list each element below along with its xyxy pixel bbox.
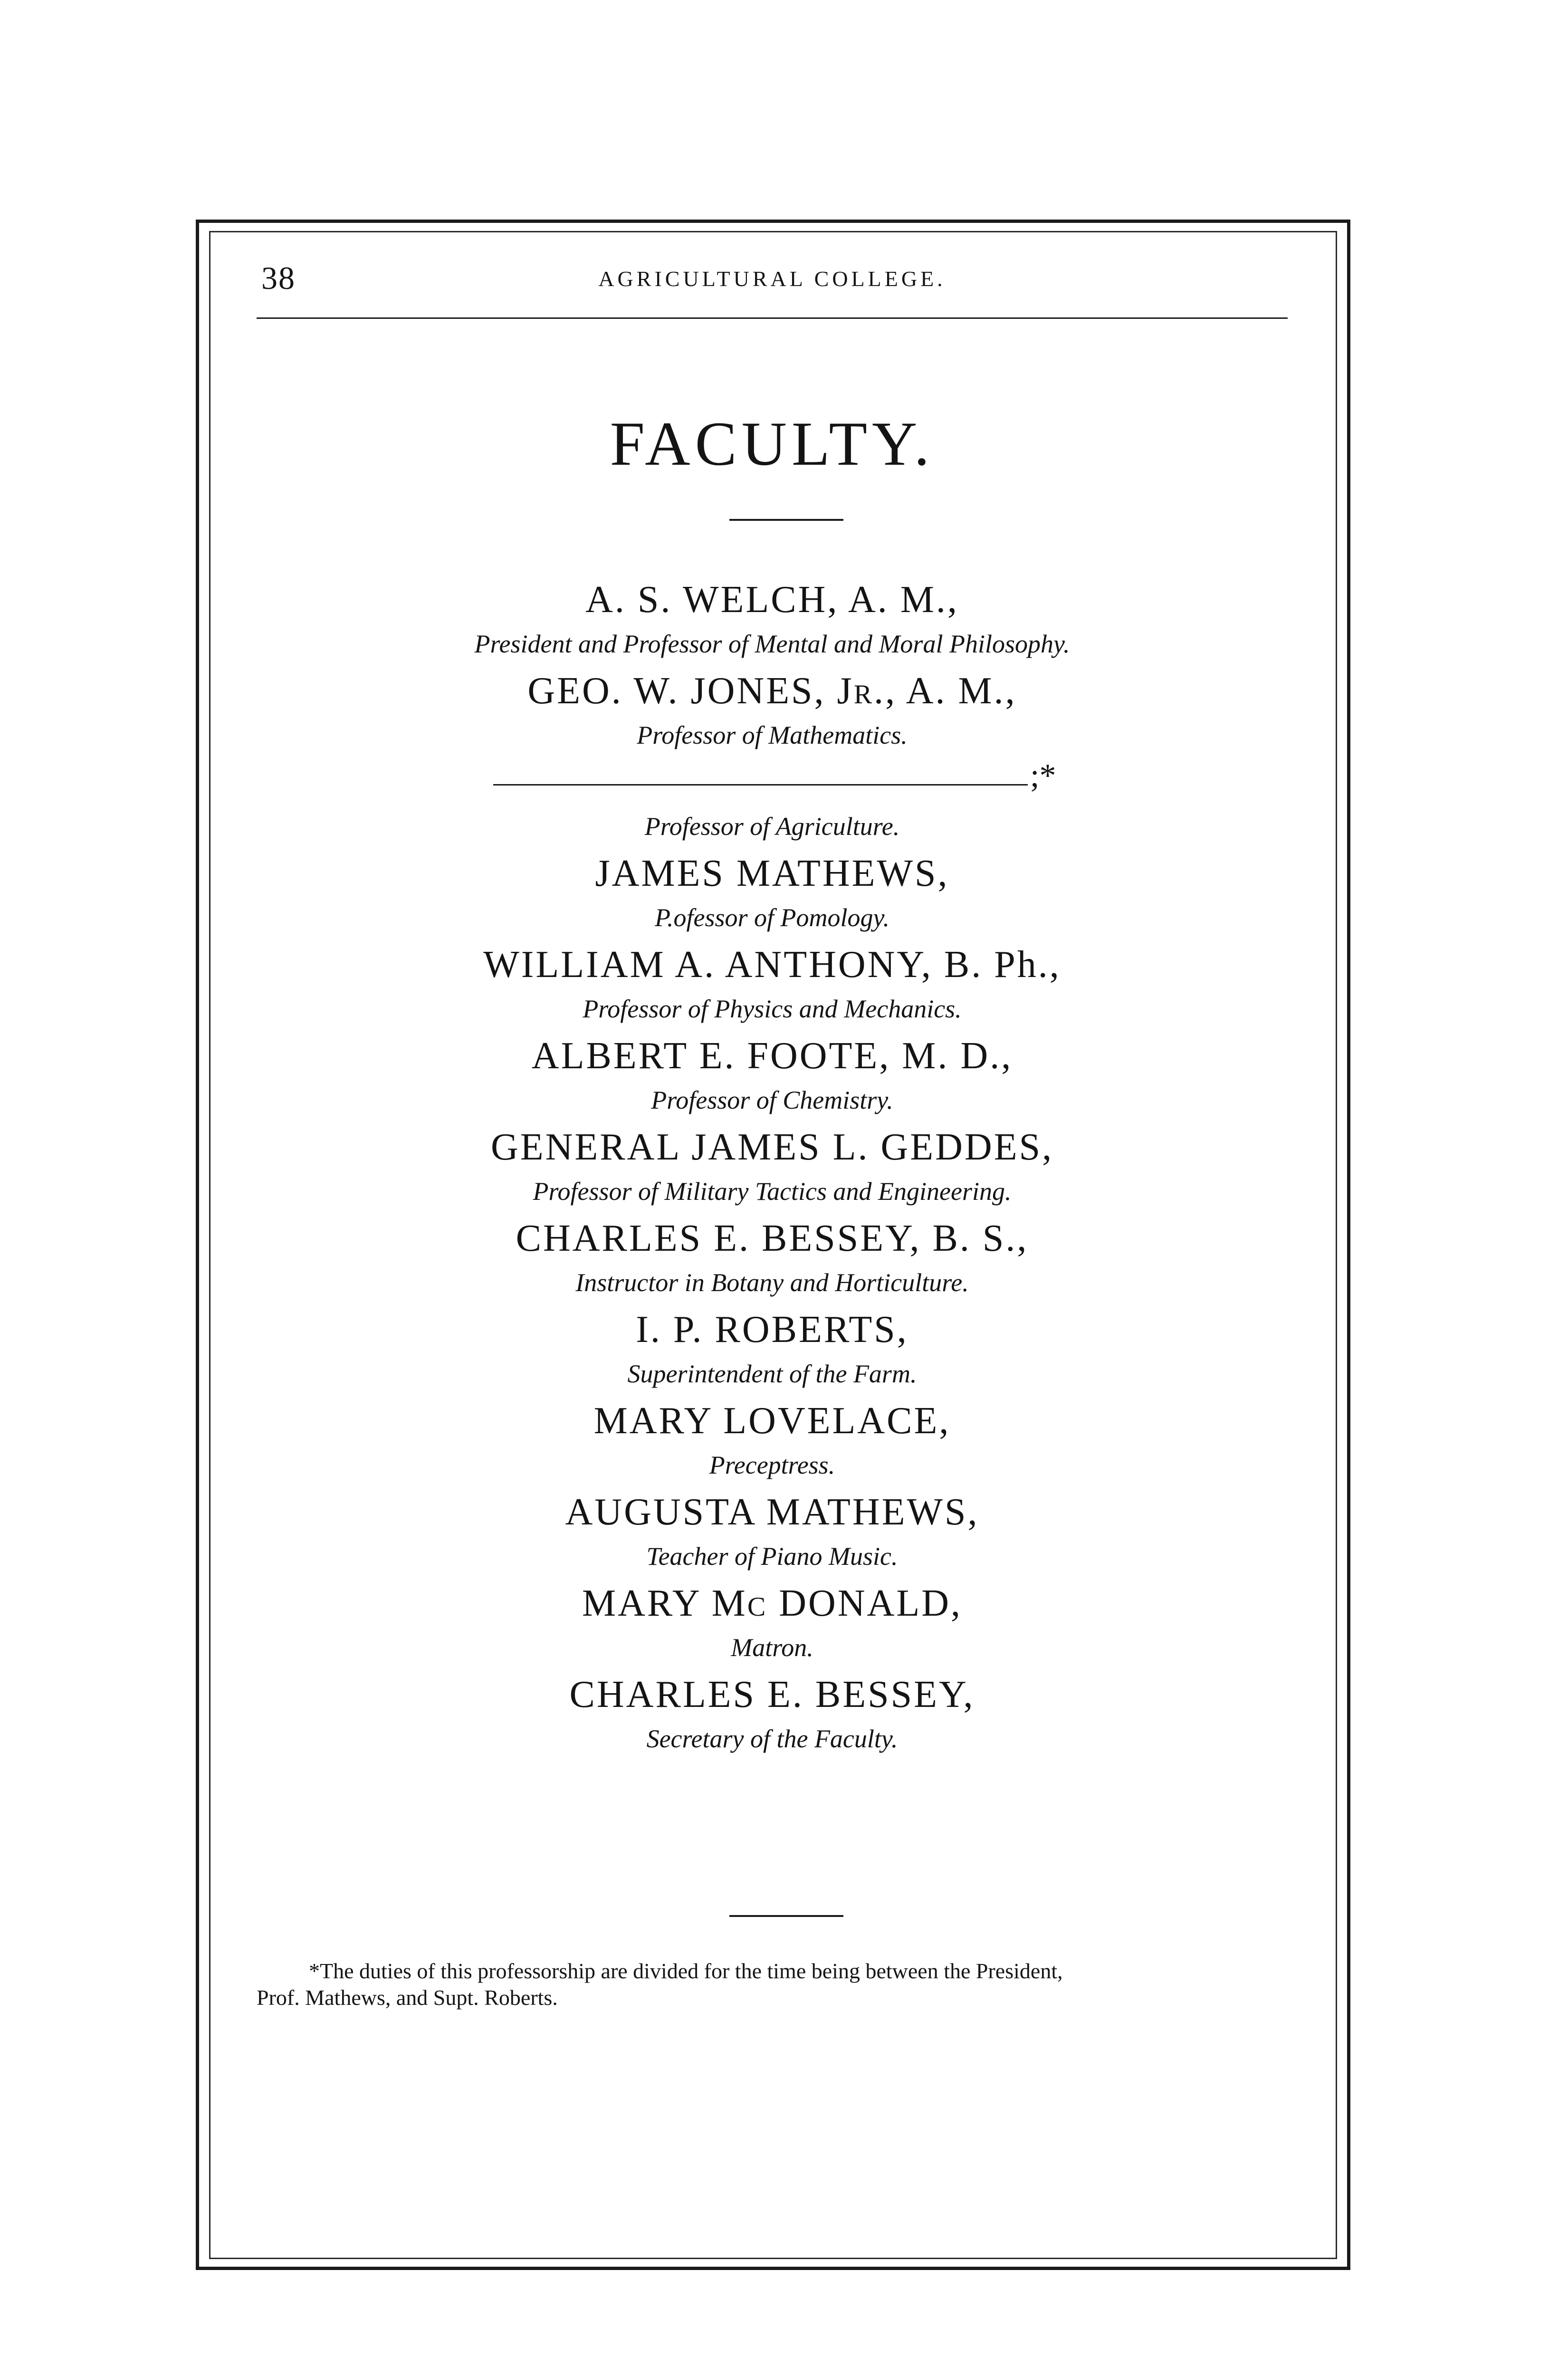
faculty-entry [257,1579,1288,1670]
running-title: AGRICULTURAL COLLEGE. [598,267,946,291]
faculty-name: AUGUSTA MATHEWS, [565,1491,979,1533]
faculty-title: Professor of Mathematics. [637,721,908,749]
faculty-name: GENERAL JAMES L. GEDDES, [490,1126,1054,1168]
faculty-title: Superintendent of the Farm. [627,1360,917,1388]
faculty-title: Secretary of the Faculty. [646,1725,898,1753]
faculty-list [257,575,1288,1761]
faculty-title: Matron. [731,1633,813,1662]
faculty-title: Preceptress. [709,1451,835,1479]
faculty-title: Professor of Physics and Mechanics. [583,995,962,1023]
faculty-title: Professor of Agriculture. [644,812,900,841]
faculty-name: JAMES MATHEWS, [595,853,949,894]
faculty-entry [257,1031,1288,1122]
faculty-entry [257,1396,1288,1487]
faculty-title: P.ofessor of Pomology. [654,903,889,932]
faculty-name: CHARLES E. BESSEY, [569,1674,975,1715]
faculty-title: Instructor in Botany and Horticulture. [575,1268,969,1297]
faculty-entry [257,1305,1288,1396]
footnote-line: *The duties of this professorship are divided for the time being between the President, [309,1959,1063,1983]
blank-rule [493,784,1028,786]
faculty-entry [257,849,1288,940]
header-rule [257,317,1288,319]
faculty-name: CHARLES E. BESSEY, B. S., [516,1217,1029,1259]
faculty-name: MARY LOVELACE, [593,1400,951,1442]
faculty-entry [257,1214,1288,1305]
faculty-entry [257,575,1288,666]
faculty-name: I. P. ROBERTS, [636,1309,908,1351]
page-number: 38 [261,260,296,296]
vacant-name-line [257,757,1288,807]
faculty-entry [257,666,1288,757]
faculty-name: ALBERT E. FOOTE, M. D., [531,1035,1013,1077]
faculty-entry [257,1670,1288,1761]
faculty-title: President and Professor of Mental and Moral Philosophy. [474,630,1070,658]
running-head [257,256,1288,313]
faculty-title: Teacher of Piano Music. [646,1542,898,1571]
faculty-name: WILLIAM A. ANTHONY, B. Ph., [483,944,1061,986]
footnote [257,1958,1288,2011]
faculty-entry-vacant [257,757,1288,849]
faculty-entry [257,1487,1288,1579]
faculty-entry [257,1122,1288,1214]
title-rule [729,519,843,521]
footnote-rule [729,1915,843,1917]
faculty-name: MARY MC DONALD, [582,1582,962,1624]
footnote-line: Prof. Mathews, and Supt. Roberts. [257,1985,558,2010]
footnote-mark: ;* [1030,757,1056,794]
page-title: FACULTY. [610,409,935,479]
faculty-title: Professor of Chemistry. [651,1086,893,1114]
faculty-title: Professor of Military Tactics and Engineering. [533,1177,1012,1206]
faculty-name: A. S. WELCH, A. M., [585,579,959,621]
faculty-name: GEO. W. JONES, JR., A. M., [527,670,1017,712]
faculty-entry [257,940,1288,1031]
